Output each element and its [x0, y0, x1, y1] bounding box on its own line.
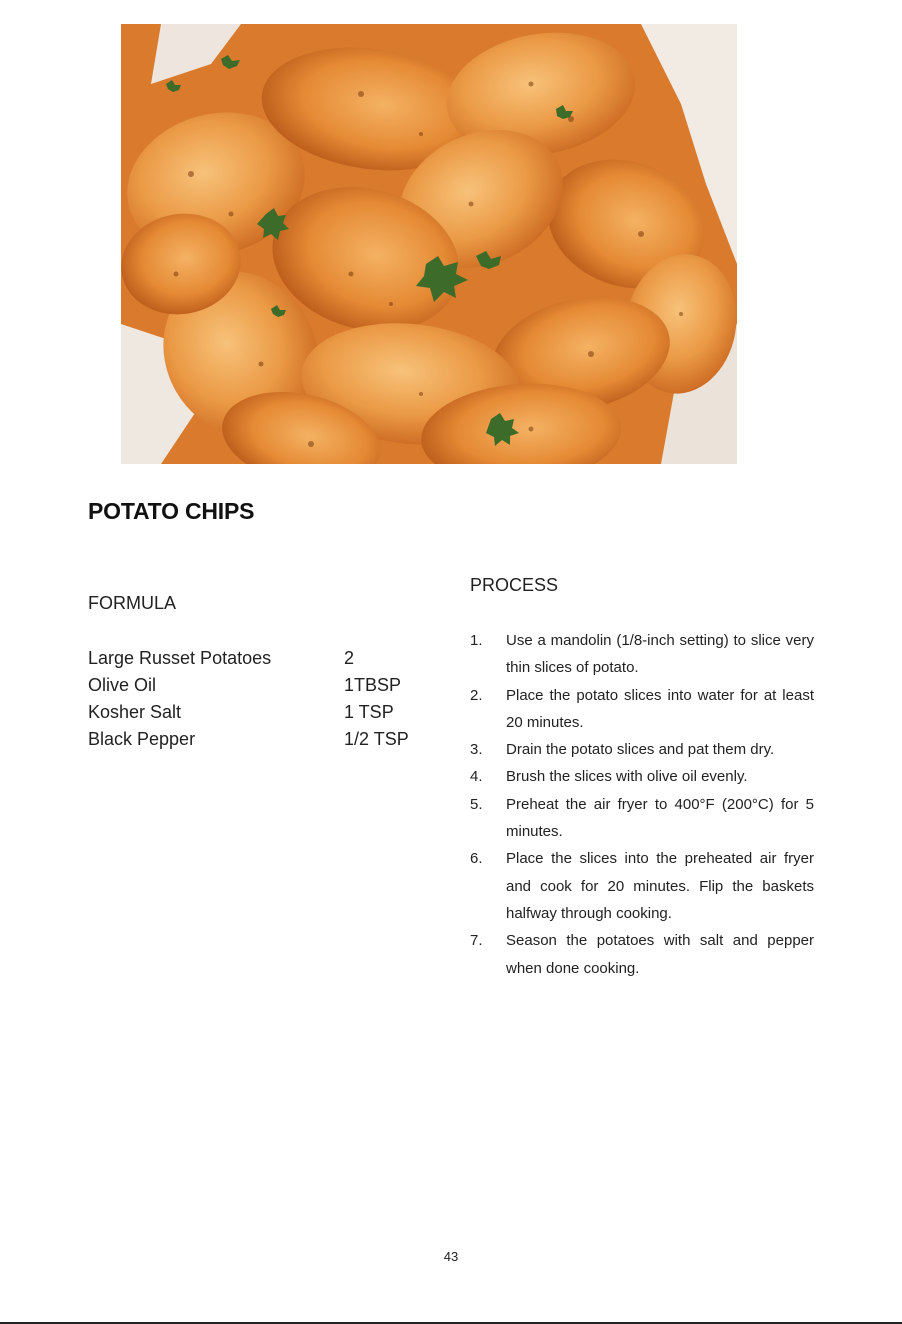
ingredient-amount: 1/2 TSP: [344, 729, 409, 749]
process-step: [470, 845, 814, 927]
step-text: Drain the potato slices and pat them dry.: [506, 741, 775, 759]
step-text: Season the potatoes with salt and pepper when done cooking.: [506, 932, 814, 977]
ingredient-amount: 1TBSP: [344, 675, 402, 695]
ingredient-name: Kosher Salt: [88, 702, 182, 722]
step-text: Place the potato slices into water for at least 20 minutes.: [506, 686, 814, 731]
ingredient-name: Black Pepper: [88, 729, 196, 749]
ingredient-row: [88, 728, 428, 755]
ingredient-name: Olive Oil: [88, 675, 157, 695]
ingredient-list: [88, 647, 428, 755]
step-number: 6.: [470, 850, 483, 868]
page-number: 43: [443, 1249, 459, 1264]
process-step: [470, 927, 814, 982]
formula-heading: FORMULA: [88, 593, 177, 613]
step-text: Preheat the air fryer to 400°F (200°C) for 5 minutes.: [506, 795, 814, 841]
potato-chips-image: [121, 24, 737, 464]
step-text: Brush the slices with olive oil evenly.: [506, 768, 748, 786]
step-number: 3.: [470, 741, 483, 759]
ingredient-amount: 1 TSP: [344, 702, 394, 722]
step-number: 2.: [470, 686, 483, 704]
ingredient-amount: 2: [344, 648, 355, 668]
step-number: 7.: [470, 932, 483, 950]
step-number: 4.: [470, 768, 483, 786]
process-step: [470, 791, 814, 846]
process-step: [470, 682, 814, 737]
process-step: [470, 627, 814, 682]
step-number: 5.: [470, 795, 483, 813]
process-step-list: [470, 627, 814, 982]
step-number: 1.: [470, 632, 483, 649]
ingredient-row: [88, 701, 428, 728]
process-step: [470, 763, 814, 790]
process-heading: PROCESS: [470, 575, 559, 595]
ingredient-row: [88, 647, 428, 674]
step-text: Use a mandolin (1/8-inch setting) to slice very thin slices of potato.: [506, 632, 814, 677]
recipe-photo: [121, 24, 737, 464]
process-step: [470, 736, 814, 763]
ingredient-row: [88, 674, 428, 701]
recipe-title: POTATO CHIPS: [88, 498, 255, 524]
step-text: Place the slices into the preheated air fryer and cook for 20 minutes. Flip the baskets halfway through cooking.: [506, 850, 814, 922]
ingredient-name: Large Russet Potatoes: [88, 648, 272, 668]
